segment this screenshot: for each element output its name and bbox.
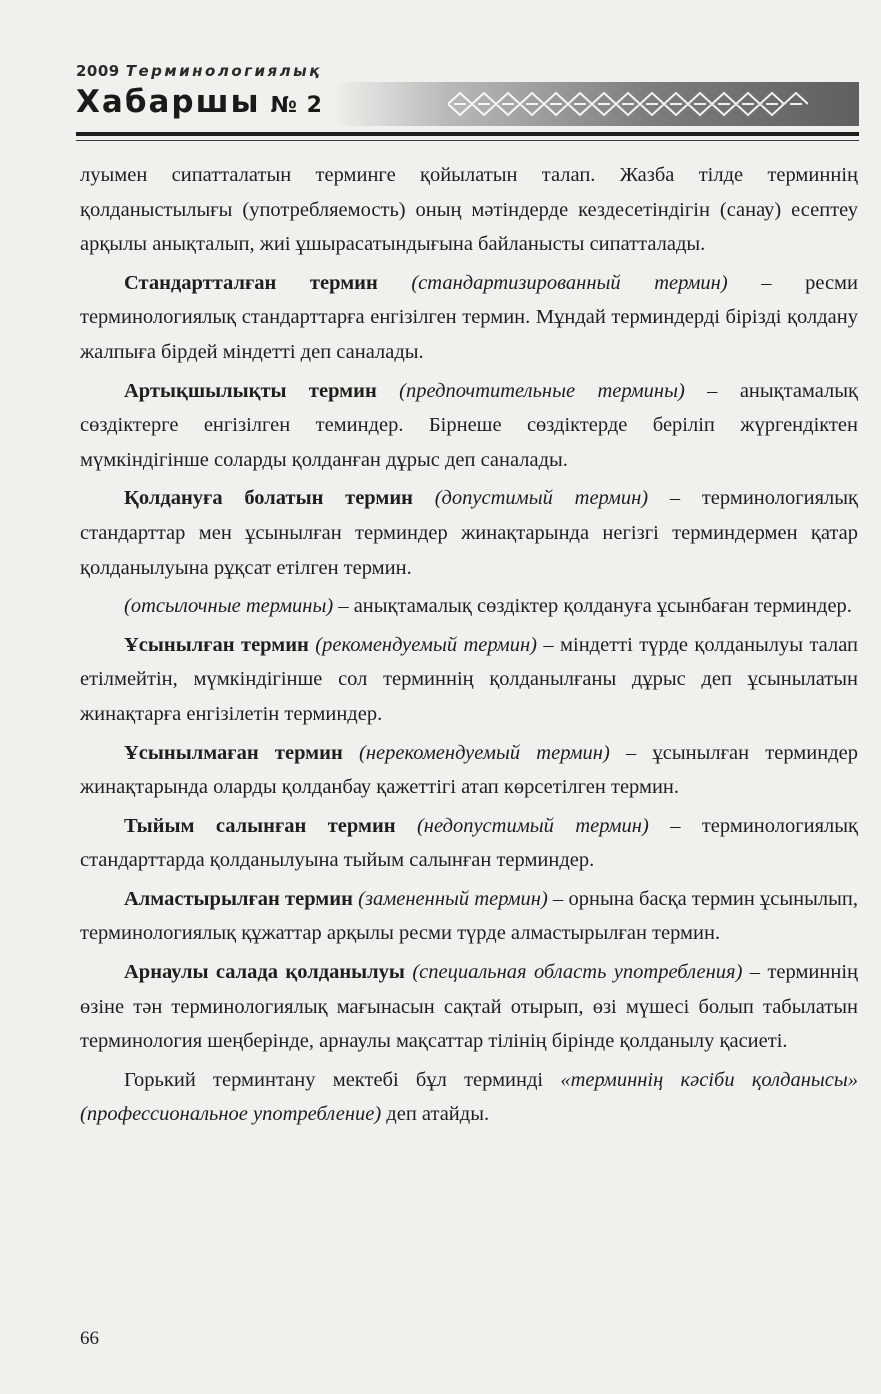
term-russian: (нерекомендуемый термин) [359, 741, 610, 764]
term-russian: (рекомендуемый термин) [315, 633, 537, 656]
paragraph-recommended-term [80, 628, 858, 732]
paragraph-gorky-school [80, 1063, 858, 1132]
journal-title-text: Хабаршы [76, 84, 261, 120]
term-definition: – орнына басқа термин ұсынылып, терминологиялық құжаттар арқылы ресми түрде алмастырылған термин. [80, 887, 859, 945]
term-russian: (замененный термин) [358, 887, 548, 910]
paragraph-special-usage [80, 955, 858, 1059]
term: Артықшылықты термин [124, 379, 377, 402]
term: Ұсынылған термин [124, 633, 309, 656]
header-rule [76, 132, 859, 136]
article-body [80, 158, 858, 1132]
term-russian: «терминнің кәсіби қолданысы» (профессиональное употребление) [80, 1068, 858, 1126]
term: Қолдануға болатын термин [124, 487, 413, 510]
paragraph-reference-terms [80, 589, 858, 624]
paragraph-prohibited-term [80, 809, 858, 878]
issue-number: № 2 [270, 93, 323, 118]
paragraph-preferred-term [80, 374, 858, 478]
term-russian: (недопустимый термин) [416, 814, 649, 837]
page-number: 66 [80, 1328, 99, 1349]
term: Тыйым салынған термин [124, 814, 396, 837]
paragraph-lead: Горький терминтану мектебі бұл терминді [124, 1068, 561, 1091]
term-definition: – анықтамалық сөздіктерге енгізілген теминдер. Бірнеше сөздіктерде беріліп жүргендіктен мүмкіндігінше соларды қолданған дұрыс деп саналады. [80, 379, 859, 471]
term: Стандартталған термин [124, 271, 378, 294]
paragraph-not-recommended-term [80, 736, 858, 805]
term-definition: – ұсынылған терминдер жинақтарында оларды қолданбау қажеттігі атап көрсетілген термин. [80, 741, 858, 799]
term-russian: (отсылочные термины) [124, 595, 334, 618]
term-russian: (стандартизированный термин) [411, 271, 728, 294]
paragraph-standardized-term [80, 266, 858, 370]
term-definition: – терминологиялық стандарттарда қолданылуына тыйым салынған терминдер. [80, 814, 858, 872]
running-header [76, 62, 322, 80]
paragraph-replaced-term [80, 882, 858, 951]
ornament-pattern-icon [448, 87, 808, 121]
term: Алмастырылған термин [124, 887, 353, 910]
term-definition: – анықтамалық сөздіктер қолдануға ұсынбаған терминдер. [333, 595, 852, 618]
term-russian: (допустимый термин) [434, 487, 649, 510]
term: Арнаулы салада қолданылуы [124, 961, 405, 984]
term: Ұсынылмаған термин [124, 741, 343, 764]
term-russian: (предпочтительные термины) [399, 379, 685, 402]
paragraph-admitted-term [80, 481, 858, 585]
header-magazine: Терминологиялық [125, 62, 322, 80]
header-year: 2009 [76, 62, 120, 80]
journal-title [76, 84, 323, 120]
term-definition: – міндетті түрде қолданылуы талап етілмейтін, мүмкіндігінше сол терминнің қолданылғаны дұрыс деп ұсынылатын жинақтарға енгізілетін терминдер. [80, 633, 858, 725]
term-definition: – терминологиялық стандарттар мен ұсынылған терминдер жинақтарында негізгі терминдермен қатар қолданылуына рұқсат етілген термин. [80, 487, 858, 579]
term-russian: (специальная область употребления) [412, 961, 743, 984]
term-definition: – терминнің өзіне тән терминологиялық мағынасын сақтай отырып, өзі мүшесі болып табылатын терминология шеңберінде, арнаулы мақсаттар тілінің бірінде қолданылу қасиеті. [80, 961, 858, 1053]
header-rule-thin [76, 140, 859, 141]
term-definition: – ресми терминологиялық стандарттарға енгізілген термин. Мұндай терминдерді бірізді қолдану жалпыға бірдей міндетті деп саналады. [80, 271, 858, 363]
paragraph-tail: деп атайды. [381, 1103, 490, 1126]
paragraph-0: луымен сипатталатын терминге қойылатын талап. Жазба тілде терминнің қолданыстылығы (употребляемость) оның мәтіндерде кездесетіндігін (санау) есептеу арқылы анықталып, жиі ұшырасатындығына байланысты сипатталады. [80, 164, 858, 256]
